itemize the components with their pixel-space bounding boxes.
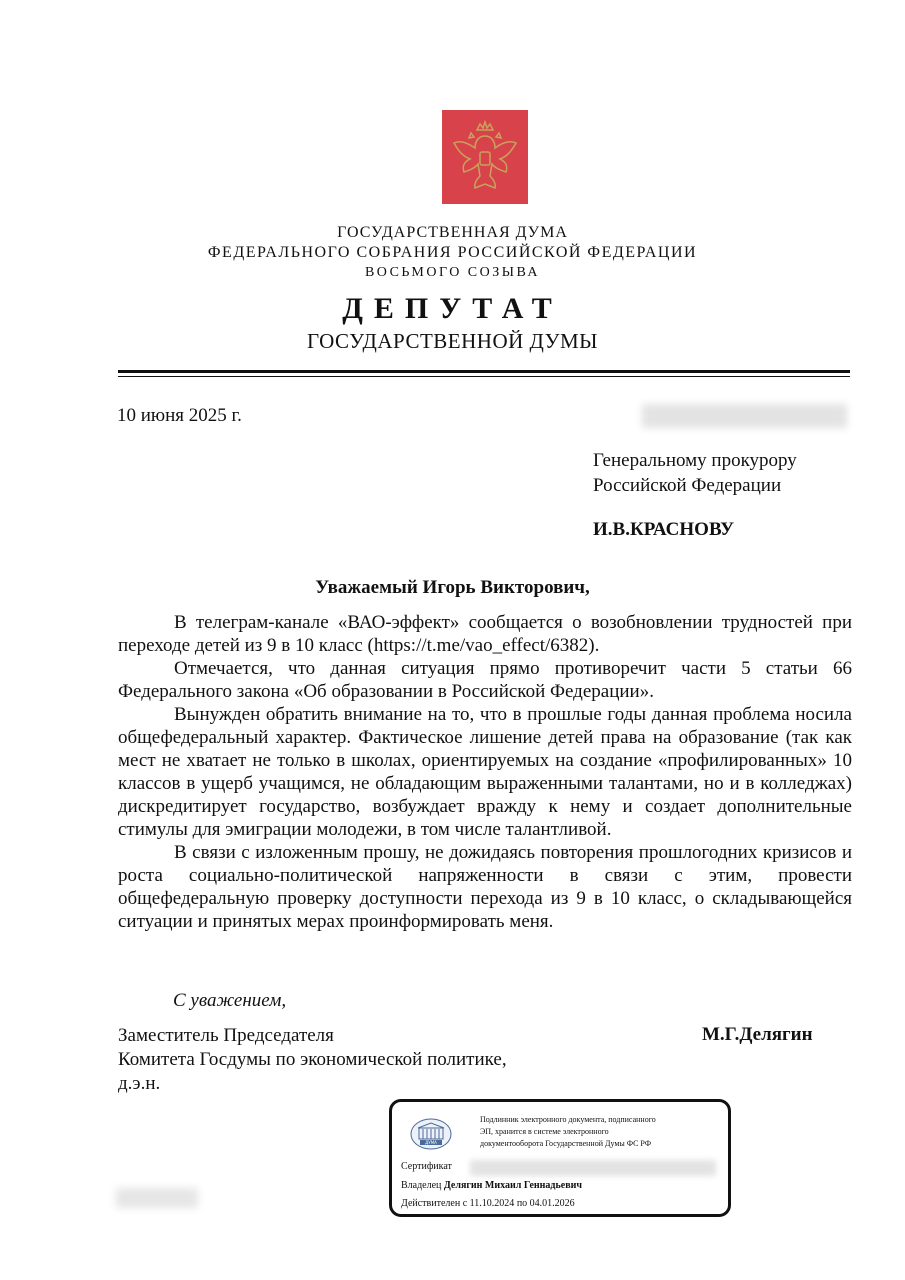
header-divider-thin <box>118 376 850 377</box>
owner-label: Владелец <box>401 1180 442 1191</box>
owner-name: Делягин Михаил Геннадьевич <box>443 1180 583 1191</box>
stamp-logo-text: ДУМА <box>425 1140 437 1146</box>
header-line-1: ГОСУДАРСТВЕННАЯ ДУМА <box>337 224 568 241</box>
paragraph-3: Вынужден обратить внимание на то, что в прошлые годы данная проблема носила общефедеральный характер. Фактическое лишение детей права на образование (так как мест не хватает не только в школах, ориентируемых на создание «профилированных» 10 классов в ущерб учащимся, не обладающим выраженными талантами, но и в колледжах) дискредитирует государство, возбуждает вражду к нему и создает дополнительные стимулы для эмиграции молодежи, в том числе талантливой. <box>118 704 852 840</box>
document-subtitle: ГОСУДАРСТВЕННОЙ ДУМЫ <box>307 329 598 353</box>
stamp-note-line-1: Подлинник электронного документа, подписанного <box>480 1115 656 1124</box>
stamp-note-line-2: ЭП, хранится в системе электронного <box>480 1127 609 1136</box>
duma-building-icon <box>410 1118 452 1150</box>
paragraph-1: В телеграм-канале «ВАО-эффект» сообщается о возобновлении трудностей при переходе детей из 9 в 10 класс (https://t.me/vao_effect/6382). <box>118 612 852 656</box>
signer-name: М.Г.Делягин <box>702 1024 813 1045</box>
paragraph-2: Отмечается, что данная ситуация прямо противоречит части 5 статьи 66 Федерального закона «Об образовании в Российской Федерации». <box>118 658 852 702</box>
addressee-line-2: Российской Федерации <box>593 475 782 496</box>
certificate-row <box>401 1161 452 1172</box>
document-title: ДЕПУТАТ <box>342 292 563 325</box>
addressee-block <box>593 448 797 498</box>
redacted-outgoing-number <box>642 404 847 428</box>
signer-position-line-2: Комитета Госдумы по экономической политике, <box>118 1049 507 1070</box>
header-line-3: ВОСЬМОГО СОЗЫВА <box>364 265 541 280</box>
redacted-certificate-number <box>470 1160 716 1176</box>
letter-body <box>118 611 852 933</box>
valid-label: Действителен <box>401 1198 461 1209</box>
signer-position <box>118 1024 507 1096</box>
letter-date: 10 июня 2025 г. <box>117 405 242 426</box>
greeting: Уважаемый Игорь Викторович, <box>315 577 590 598</box>
valid-from-word: с <box>462 1198 468 1209</box>
header-line-2: ФЕДЕРАЛЬНОГО СОБРАНИЯ РОССИЙСКОЙ ФЕДЕРАЦИИ <box>207 244 698 261</box>
stamp-note <box>480 1114 720 1150</box>
validity-row <box>401 1198 575 1209</box>
addressee-name: И.В.КРАСНОВУ <box>593 519 735 540</box>
addressee-line-1: Генеральному прокурору <box>593 450 797 471</box>
signer-position-line-1: Заместитель Председателя <box>118 1025 334 1046</box>
valid-to-word: по <box>516 1198 528 1209</box>
valid-to-date: 04.01.2026 <box>529 1198 575 1209</box>
header-divider-thick <box>118 370 850 373</box>
valid-from-date: 11.10.2024 <box>469 1198 515 1209</box>
stamp-note-line-3: документооборота Государственной Думы ФС РФ <box>480 1139 652 1148</box>
coat-of-arms-emblem <box>442 110 528 204</box>
owner-row <box>401 1180 582 1191</box>
redacted-executor <box>116 1188 198 1208</box>
paragraph-4: В связи с изложенным прошу, не дожидаясь повторения прошлогодних кризисов и роста социально-политической напряженности в связи с этим, провести общефедеральную проверку доступности перехода из 9 в 10 класс, о складывающейся ситуации и принятых мерах проинформировать меня. <box>118 842 852 932</box>
electronic-signature-stamp <box>389 1099 731 1217</box>
closing: С уважением, <box>173 990 287 1011</box>
certificate-label: Сертификат <box>401 1161 452 1172</box>
signer-degree: д.э.н. <box>118 1073 161 1094</box>
